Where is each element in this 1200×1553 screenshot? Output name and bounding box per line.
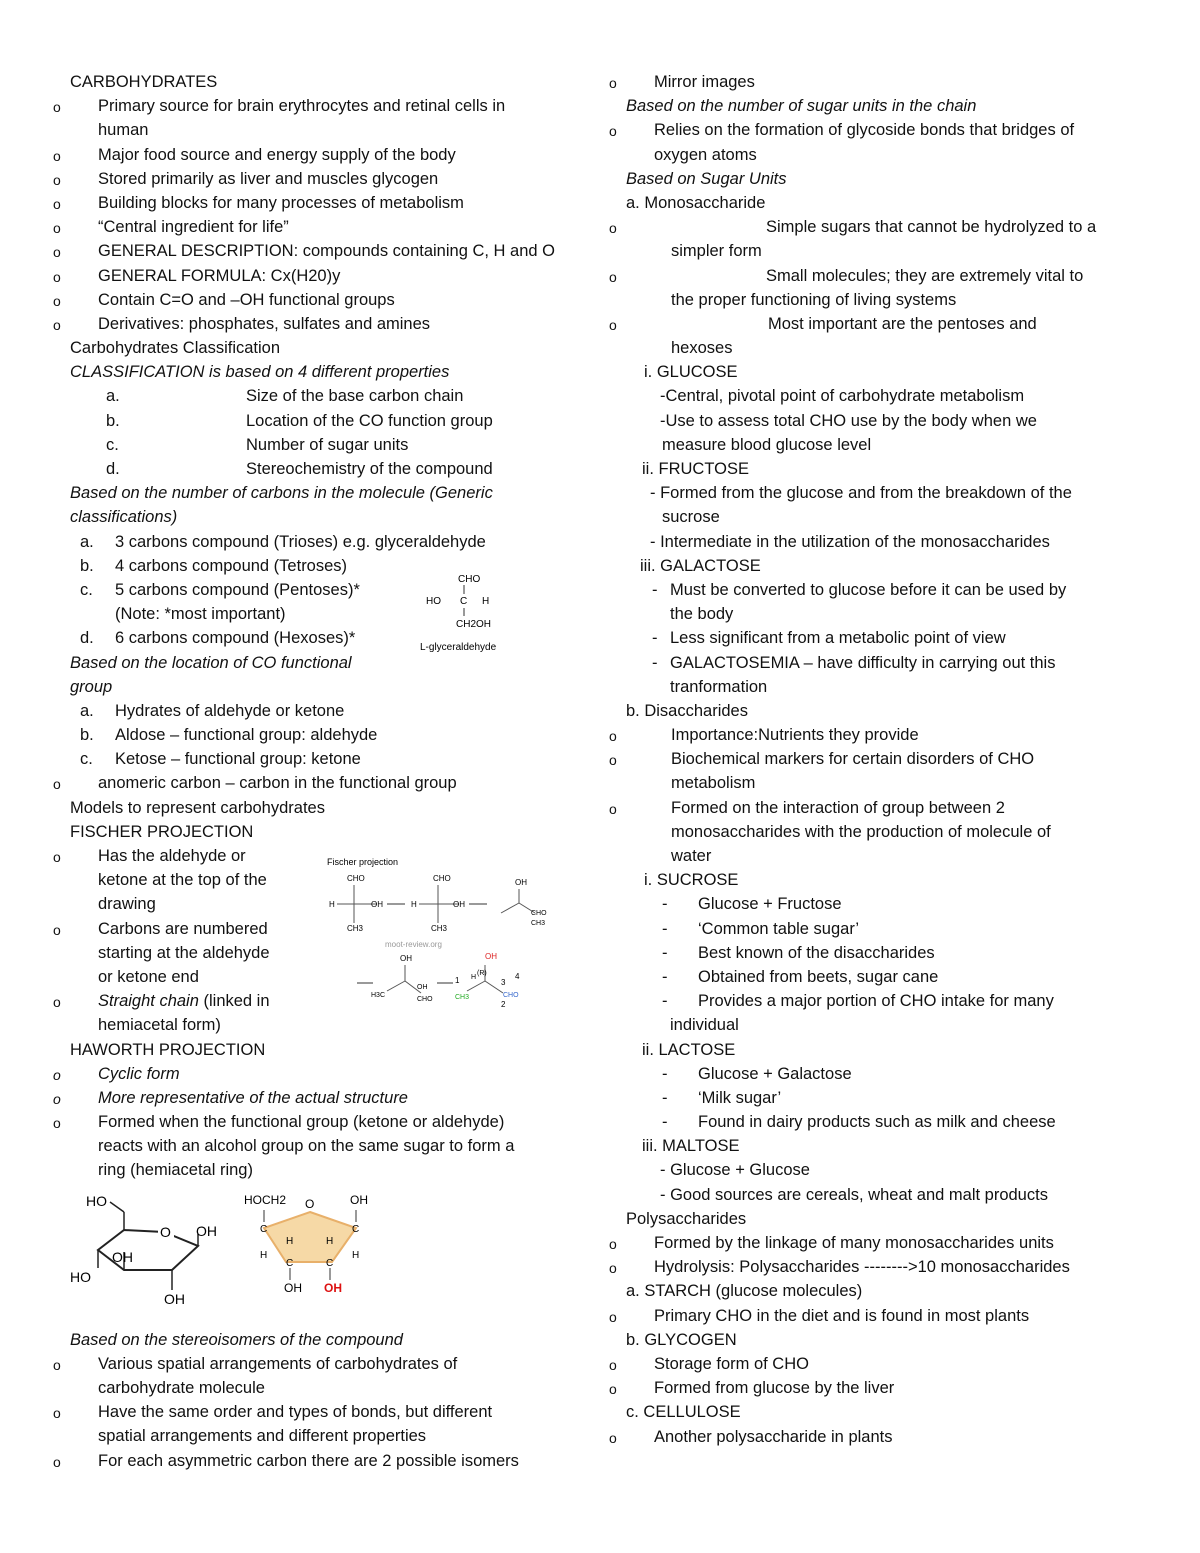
- fig-label: CHO: [503, 992, 519, 999]
- sucrose-line: [626, 892, 1136, 916]
- bullet-line: o GENERAL FORMULA: Cx(H20)y: [70, 264, 575, 288]
- fructose-line: - Intermediate in the utilization of the monosaccharides: [650, 532, 1050, 551]
- sugar-units-heading-2: Based on Sugar Units: [626, 169, 787, 188]
- property-item: [70, 409, 575, 433]
- bond-line: [387, 981, 405, 991]
- dash-mark: -: [652, 653, 658, 672]
- bullet-continuation: metabolism: [671, 774, 756, 793]
- lactose-text: Glucose + Galactose: [698, 1064, 852, 1083]
- carbons-heading: Based on the number of carbons in the molecule (Generic: [70, 484, 493, 503]
- fig-label: OH: [324, 1281, 342, 1295]
- fig-label: OH: [284, 1281, 302, 1295]
- property-item: [70, 457, 575, 481]
- galactose-line: [626, 602, 1136, 626]
- galactose-text: GALACTOSEMIA – have difficulty in carrying out this: [670, 653, 1056, 672]
- fig-label: CH3: [431, 924, 448, 933]
- dash-mark: -: [652, 580, 658, 599]
- fig-title: Fischer projection: [327, 857, 399, 867]
- bullet-line: o Various spatial arrangements of carbohydrates of: [70, 1352, 575, 1376]
- property-label: c.: [106, 435, 119, 454]
- straight-chain-italic: Straight chain: [98, 992, 199, 1011]
- sucrose-text: ‘Common table sugar’: [698, 919, 860, 938]
- fischer-heading: FISCHER PROJECTION: [70, 822, 254, 841]
- di-heading: b. Disaccharides: [626, 701, 748, 720]
- fig-label: H: [260, 1250, 268, 1261]
- bullet-line: o Relies on the formation of glycoside bonds that bridges of: [626, 118, 1136, 142]
- galactose-line: [626, 651, 1136, 675]
- carbon-text: (Note: *most important): [115, 605, 286, 624]
- fig-label: C: [460, 596, 468, 607]
- glyceraldehyde-figure: [420, 568, 520, 658]
- carbon-label: b.: [80, 556, 94, 575]
- fig-label: H: [329, 900, 335, 909]
- bullet-continuation: the proper functioning of living systems: [671, 290, 957, 309]
- fig-label: OH: [196, 1223, 217, 1239]
- bullet-line: o Small molecules; they are extremely vital to: [626, 264, 1136, 288]
- bullet-continuation: water: [671, 847, 712, 865]
- straight-chain-rest: (linked in: [198, 992, 270, 1011]
- fig-label: CH2OH: [456, 619, 492, 630]
- fig-label: HO: [426, 596, 441, 607]
- bullet-line: o Stored primarily as liver and muscles glycogen: [70, 167, 575, 191]
- models-heading: Models to represent carbohydrates: [70, 798, 325, 817]
- lactose-line: [626, 1110, 1136, 1134]
- bullet-line: o Simple sugars that cannot be hydrolyzed to a: [626, 215, 1136, 239]
- galactose-text: tranformation: [670, 677, 768, 696]
- co-label: a.: [80, 701, 94, 720]
- fischer-figure: [325, 855, 565, 1015]
- fig-label: HO: [70, 1269, 91, 1285]
- bullet-line: o Primary source for brain erythrocytes and retinal cells in: [70, 94, 575, 118]
- fructose-heading: ii. FRUCTOSE: [642, 460, 749, 478]
- co-heading: Based on the location of CO functional: [70, 653, 352, 672]
- fig-label: H: [326, 1236, 334, 1247]
- anomeric-line: o anomeric carbon – carbon in the functional group: [70, 771, 575, 795]
- bullet-line: o Most important are the pentoses and: [626, 312, 1136, 336]
- fructose-line: sucrose: [662, 508, 720, 527]
- dash-mark: -: [652, 629, 658, 648]
- bullet-line: o Major food source and energy supply of the body: [70, 143, 575, 167]
- bullet-continuation: spatial arrangements and different properties: [98, 1427, 427, 1446]
- dash-mark: -: [662, 967, 668, 986]
- fig-label: OH: [417, 984, 428, 991]
- fig-label: C: [286, 1258, 294, 1269]
- fig-label: OH: [350, 1193, 368, 1207]
- haworth-figure: [68, 1188, 548, 1313]
- lactose-heading: ii. LACTOSE: [642, 1040, 736, 1059]
- property-text: Number of sugar units: [246, 435, 409, 454]
- bullet-line: o Formed when the functional group (ketone or aldehyde): [70, 1110, 575, 1134]
- galactose-line: [626, 578, 1136, 602]
- classification-basis: CLASSIFICATION is based on 4 different properties: [70, 363, 450, 382]
- co-item: [70, 699, 575, 723]
- fig-caption: L-glyceraldehyde: [420, 642, 497, 653]
- furanose-ring: [264, 1212, 356, 1262]
- bullet-line: o Have the same order and types of bonds, but different: [70, 1400, 575, 1424]
- dash-mark: -: [662, 1064, 668, 1083]
- lactose-text: ‘Milk sugar’: [698, 1088, 782, 1107]
- bullet-continuation: drawing: [98, 895, 156, 914]
- co-label: c.: [80, 750, 93, 769]
- co-text: Aldose – functional group: aldehyde: [115, 726, 378, 745]
- sugar-units-heading: Based on the number of sugar units in the chain: [626, 97, 977, 116]
- bullet-continuation: hexoses: [671, 339, 733, 358]
- fig-label: CHO: [531, 910, 547, 917]
- carbon-label: a.: [80, 532, 94, 551]
- carbon-text: 5 carbons compound (Pentoses)*: [115, 580, 360, 599]
- fig-label: CH3: [531, 920, 546, 927]
- bullet-line: o Carbons are numbered: [70, 917, 575, 941]
- glucose-line: measure blood glucose level: [662, 435, 872, 454]
- glycogen-heading: b. GLYCOGEN: [626, 1330, 737, 1349]
- co-heading-cont: group: [70, 677, 113, 696]
- sucrose-text: Glucose + Fructose: [698, 895, 842, 914]
- fig-label: H: [471, 974, 477, 981]
- glucose-heading: i. GLUCOSE: [644, 363, 738, 382]
- maltose-line: - Glucose + Glucose: [660, 1161, 810, 1180]
- galactose-heading: iii. GALACTOSE: [640, 556, 761, 575]
- bond-line: [467, 981, 485, 991]
- sucrose-line: [626, 965, 1136, 989]
- dash-mark: -: [662, 992, 668, 1011]
- bullet-line: o Hydrolysis: Polysaccharides -------->10 monosaccharides: [626, 1255, 1136, 1279]
- haworth-heading: HAWORTH PROJECTION: [70, 1040, 266, 1059]
- carbon-item: [70, 530, 575, 554]
- fig-watermark: moot-review.org: [385, 940, 442, 949]
- maltose-line: - Good sources are cereals, wheat and malt products: [660, 1185, 1048, 1204]
- property-text: Size of the base carbon chain: [246, 387, 464, 406]
- mono-heading: a. Monosaccharide: [626, 193, 766, 212]
- fig-label: OH: [164, 1291, 185, 1307]
- co-item: [70, 747, 575, 771]
- sucrose-heading: i. SUCROSE: [644, 871, 739, 890]
- poly-heading: Polysaccharides: [626, 1209, 747, 1228]
- co-text: Ketose – functional group: ketone: [115, 750, 361, 769]
- fig-label: OH: [112, 1249, 133, 1265]
- lactose-line: [626, 1062, 1136, 1086]
- property-label: d.: [106, 460, 120, 478]
- carbon-text: 4 carbons compound (Tetroses): [115, 556, 348, 575]
- property-text: Location of the CO function group: [246, 411, 493, 430]
- fig-label: OH: [515, 878, 527, 887]
- fig-label: OH: [400, 954, 412, 963]
- lactose-line: [626, 1086, 1136, 1110]
- fructose-line: - Formed from the glucose and from the breakdown of the: [650, 484, 1072, 503]
- bullet-continuation: reacts with an alcohol group on the same sugar to form a: [98, 1137, 515, 1156]
- sucrose-line: [626, 917, 1136, 941]
- fig-label: C: [326, 1258, 334, 1269]
- fig-label: 3: [501, 978, 506, 987]
- dash-mark: -: [662, 1113, 668, 1132]
- fig-label: HO: [86, 1193, 107, 1209]
- co-item: [70, 723, 575, 747]
- galactose-text: Must be converted to glucose before it can be used by: [670, 580, 1067, 599]
- glucose-line: -Use to assess total CHO use by the body when we: [660, 411, 1037, 430]
- bullet-line: o Storage form of CHO: [626, 1352, 1136, 1376]
- property-item: [70, 433, 575, 457]
- bullet-line: o Derivatives: phosphates, sulfates and amines: [70, 312, 575, 336]
- glucose-line: -Central, pivotal point of carbohydrate metabolism: [660, 387, 1025, 406]
- bullet-continuation: or ketone end: [98, 967, 199, 986]
- carbons-heading-cont: classifications): [70, 508, 178, 527]
- bullet-line: o Formed on the interaction of group between 2: [626, 796, 1136, 820]
- co-text: Hydrates of aldehyde or ketone: [115, 701, 345, 720]
- bullet-line: o Formed by the linkage of many monosaccharides units: [626, 1231, 1136, 1255]
- fig-label: CH3: [455, 994, 470, 1001]
- bullet-line: o Another polysaccharide in plants: [626, 1425, 1136, 1449]
- bullet-line: o Contain C=O and –OH functional groups: [70, 288, 575, 312]
- fig-label: OH: [453, 900, 465, 909]
- carbon-label: d.: [80, 629, 94, 648]
- property-label: b.: [106, 411, 120, 430]
- dash-mark: -: [662, 943, 668, 962]
- cellulose-heading: c. CELLULOSE: [626, 1403, 741, 1422]
- fig-label: CHO: [458, 574, 481, 585]
- fig-label: 1: [455, 976, 460, 985]
- fig-label: O: [305, 1197, 315, 1211]
- bullet-line: o “Central ingredient for life”: [70, 215, 575, 239]
- doc-title: CARBOHYDRATES: [70, 73, 218, 91]
- fig-label: H3C: [371, 992, 386, 999]
- bullet-line: o Importance:Nutrients they provide: [626, 723, 1136, 747]
- bond-line: [110, 1202, 124, 1212]
- bullet-continuation: simpler form: [671, 242, 762, 261]
- carbon-label: c.: [80, 580, 93, 599]
- bullet-line: o Has the aldehyde or: [70, 844, 575, 868]
- property-label: a.: [106, 387, 120, 406]
- bullet-line: o More representative of the actual structure: [70, 1086, 575, 1110]
- fig-label: CHO: [433, 874, 451, 883]
- bullet-line: o Cyclic form: [70, 1062, 575, 1086]
- bullet-continuation: carbohydrate molecule: [98, 1379, 265, 1397]
- fig-label: H: [411, 900, 417, 909]
- fig-label: C: [352, 1224, 360, 1235]
- lactose-text: Found in dairy products such as milk and cheese: [698, 1113, 1056, 1132]
- maltose-heading: iii. MALTOSE: [642, 1137, 740, 1156]
- co-label: b.: [80, 726, 94, 745]
- fig-label: CHO: [347, 874, 365, 883]
- bullet-line: o Primary CHO in the diet and is found in most plants: [626, 1304, 1136, 1328]
- sucrose-text: Best known of the disaccharides: [698, 943, 935, 962]
- galactose-text: Less significant from a metabolic point of view: [670, 629, 1006, 648]
- fig-label: 2: [501, 1000, 506, 1009]
- galactose-text: the body: [670, 605, 734, 624]
- carbon-text: 3 carbons compound (Trioses) e.g. glyceraldehyde: [115, 532, 486, 551]
- galactose-line: [626, 675, 1136, 699]
- sucrose-line: [626, 941, 1136, 965]
- galactose-line: [626, 626, 1136, 650]
- bullet-continuation: monosaccharides with the production of molecule of: [671, 822, 1051, 841]
- stereo-heading: Based on the stereoisomers of the compound: [70, 1330, 403, 1349]
- bullet-continuation: ketone at the top of the: [98, 871, 267, 890]
- bullet-line: o Formed from glucose by the liver: [626, 1376, 1136, 1400]
- property-text: Stereochemistry of the compound: [246, 460, 493, 478]
- dash-mark: -: [662, 919, 668, 938]
- bullet-continuation: human: [98, 121, 149, 140]
- sucrose-text: Provides a major portion of CHO intake for many: [698, 992, 1054, 1011]
- dash-mark: -: [662, 895, 668, 914]
- bullet-line: o GENERAL DESCRIPTION: compounds containing C, H and O: [70, 239, 575, 263]
- starch-heading: a. STARCH (glucose molecules): [626, 1282, 863, 1301]
- fig-label: CHO: [417, 996, 433, 1003]
- bond-line: [501, 903, 519, 913]
- bullet-line: o Biochemical markers for certain disorders of CHO: [626, 747, 1136, 771]
- bullet-continuation: ring (hemiacetal ring): [98, 1161, 253, 1180]
- bullet-continuation: starting at the aldehyde: [98, 943, 270, 962]
- bullet-continuation: oxygen atoms: [654, 145, 757, 164]
- carbon-text: 6 carbons compound (Hexoses)*: [115, 629, 356, 648]
- fig-label: HOCH2: [244, 1193, 287, 1207]
- dash-mark: -: [662, 1088, 668, 1107]
- bullet-continuation: hemiacetal form): [98, 1016, 221, 1035]
- bullet-line: o For each asymmetric carbon there are 2 possible isomers: [70, 1449, 575, 1473]
- fig-label: 4: [515, 972, 520, 981]
- fig-label: H: [352, 1250, 360, 1261]
- sucrose-line: [626, 989, 1136, 1013]
- bullet-line: o Building blocks for many processes of metabolism: [70, 191, 575, 215]
- fig-label: O: [160, 1224, 171, 1240]
- bullet-line: o Mirror images: [626, 70, 1136, 94]
- classification-heading: Carbohydrates Classification: [70, 339, 281, 358]
- fig-label: OH: [371, 900, 383, 909]
- right-column: [626, 70, 1136, 1449]
- fig-label: CH3: [347, 924, 364, 933]
- fig-label: H: [286, 1236, 294, 1247]
- fig-label: (R): [477, 970, 487, 977]
- fig-label: OH: [485, 952, 497, 961]
- property-item: [70, 384, 575, 408]
- fig-label: C: [260, 1224, 268, 1235]
- sucrose-cont: individual: [670, 1016, 739, 1035]
- sucrose-text: Obtained from beets, sugar cane: [698, 967, 939, 986]
- fig-label: H: [482, 596, 490, 607]
